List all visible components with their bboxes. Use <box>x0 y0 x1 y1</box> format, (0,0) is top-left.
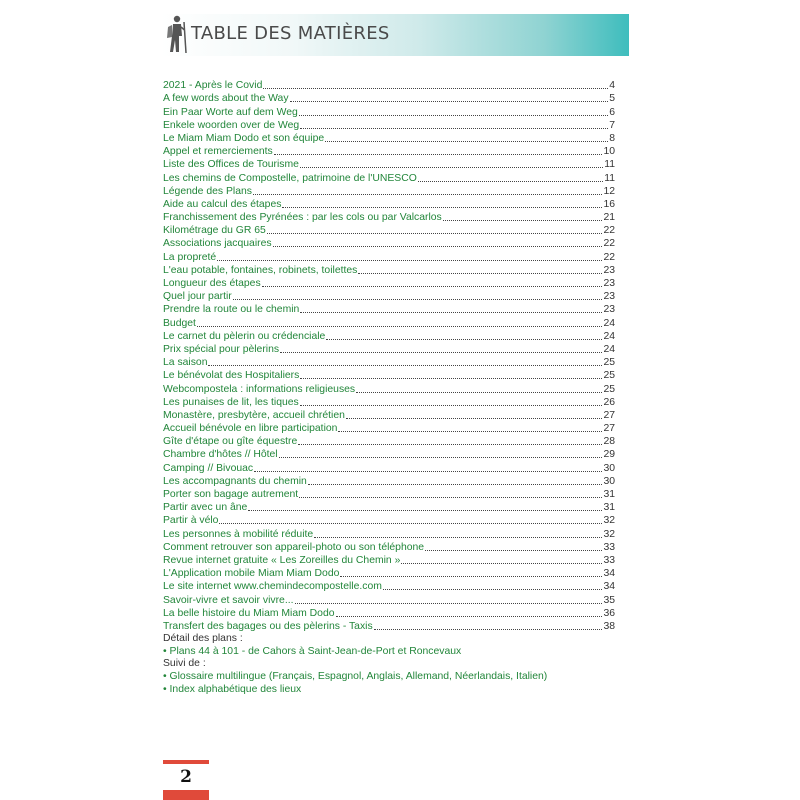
toc-entry[interactable] <box>163 330 615 343</box>
dot-leader <box>197 325 603 327</box>
suivi-item: • Glossaire multilingue (Français, Espagnol, Anglais, Allemand, Néerlandais, Italien) <box>163 671 548 683</box>
footer-bar-top <box>163 760 209 764</box>
toc-entry-page: 27 <box>603 423 615 435</box>
toc-entry-title: L'Application mobile Miam Miam Dodo <box>163 568 340 580</box>
toc-entry-title: Le Miam Miam Dodo et son équipe <box>163 132 325 144</box>
toc-entry-page: 16 <box>603 198 615 210</box>
toc-entry[interactable] <box>163 448 615 461</box>
toc-entry-page: 32 <box>603 528 615 540</box>
toc-entry-page: 25 <box>603 383 615 395</box>
dot-leader <box>300 377 602 379</box>
toc-header <box>161 14 629 56</box>
dot-leader <box>254 470 602 472</box>
toc-entry[interactable] <box>163 185 615 198</box>
dot-leader <box>219 522 602 524</box>
toc-entry[interactable] <box>163 369 615 382</box>
toc-entry-title: Le site internet www.chemindecompostelle.com <box>163 581 382 593</box>
detail-item: • Plans 44 à 101 - de Cahors à Saint-Jean-de-Port et Roncevaux <box>163 645 462 657</box>
toc-list <box>163 79 615 633</box>
dot-leader <box>374 628 603 630</box>
detail-heading: Détail des plans : <box>163 632 243 644</box>
dot-leader <box>208 364 602 366</box>
dot-leader <box>356 391 602 393</box>
toc-entry-page: 32 <box>603 515 615 527</box>
dot-leader <box>383 588 603 590</box>
dot-leader <box>262 285 603 287</box>
toc-entry[interactable] <box>163 105 615 118</box>
toc-entry-title: Prendre la route ou le chemin <box>163 304 300 316</box>
toc-entry-page: 7 <box>609 119 615 131</box>
toc-entry-title: A few words about the Way <box>163 93 289 105</box>
toc-entry-page: 31 <box>603 502 615 514</box>
dot-leader <box>300 127 608 129</box>
toc-entry-page: 23 <box>603 291 615 303</box>
toc-entry-title: Gîte d'étape ou gîte équestre <box>163 436 298 448</box>
toc-entry-title: Liste des Offices de Tourisme <box>163 159 299 171</box>
toc-entry-title: Associations jacquaires <box>163 238 272 250</box>
toc-entry-page: 23 <box>603 304 615 316</box>
toc-entry[interactable] <box>163 92 615 105</box>
toc-entry[interactable] <box>163 119 615 132</box>
toc-entry[interactable] <box>163 488 615 501</box>
toc-entry-page: 8 <box>609 132 615 144</box>
toc-entry-title: La propreté <box>163 251 217 263</box>
toc-entry[interactable] <box>163 554 615 567</box>
toc-entry-title: Chambre d'hôtes // Hôtel <box>163 449 278 461</box>
toc-entry-title: Ein Paar Worte auf dem Weg <box>163 106 298 118</box>
dot-leader <box>325 140 608 142</box>
page-footer <box>163 760 209 800</box>
toc-entry-title: Prix spécial pour pèlerins <box>163 343 280 355</box>
hiker-icon <box>163 14 189 54</box>
dot-leader <box>273 245 603 247</box>
toc-entry-page: 29 <box>603 449 615 461</box>
dot-leader <box>217 259 602 261</box>
toc-entry-page: 22 <box>603 238 615 250</box>
toc-entry-title: Le bénévolat des Hospitaliers <box>163 370 300 382</box>
toc-entry-page: 23 <box>603 264 615 276</box>
toc-entry-page: 33 <box>603 541 615 553</box>
toc-entry-title: Les personnes à mobilité réduite <box>163 528 314 540</box>
page-title: TABLE DES MATIÈRES <box>191 23 390 44</box>
page-number: 2 <box>180 767 192 787</box>
toc-entry-title: Savoir-vivre et savoir vivre... <box>163 594 294 606</box>
toc-entry[interactable] <box>163 567 615 580</box>
toc-entry-title: Revue internet gratuite « Les Zoreilles du Chemin » <box>163 554 401 566</box>
dot-leader <box>279 456 603 458</box>
toc-entry-page: 25 <box>603 357 615 369</box>
toc-entry[interactable] <box>163 580 615 593</box>
toc-entry-page: 22 <box>603 225 615 237</box>
toc-entry-page: 26 <box>603 396 615 408</box>
dot-leader <box>401 562 602 564</box>
toc-entry-page: 12 <box>603 185 615 197</box>
dot-leader <box>299 114 608 116</box>
toc-entry-page: 21 <box>603 212 615 224</box>
toc-entry-page: 27 <box>603 409 615 421</box>
dot-leader <box>326 338 602 340</box>
toc-entry[interactable] <box>163 501 615 514</box>
toc-entry-page: 5 <box>609 93 615 105</box>
toc-entry[interactable] <box>163 461 615 474</box>
toc-entry-title: Monastère, presbytère, accueil chrétien <box>163 409 345 421</box>
toc-entry[interactable] <box>163 343 615 356</box>
toc-entry[interactable] <box>163 303 615 316</box>
toc-entry-title: Franchissement des Pyrénées : par les cols ou par Valcarlos <box>163 212 442 224</box>
toc-entry[interactable] <box>163 382 615 395</box>
dot-leader <box>280 351 602 353</box>
toc-entry-page: 11 <box>604 159 615 171</box>
toc-entry-page: 11 <box>604 172 615 184</box>
toc-entry-page: 6 <box>609 106 615 118</box>
toc-entry-page: 24 <box>603 317 615 329</box>
dot-leader <box>300 166 603 168</box>
toc-entry-title: Transfert des bagages ou des pèlerins - Taxis <box>163 620 373 632</box>
toc-entry-page: 30 <box>603 475 615 487</box>
toc-entry-page: 10 <box>603 146 615 158</box>
suivi-heading: Suivi de : <box>163 658 206 670</box>
toc-entry-title: Partir avec un âne <box>163 502 248 514</box>
toc-entry[interactable] <box>163 158 615 171</box>
dot-leader <box>300 404 603 406</box>
toc-entry-title: Accueil bénévole en libre participation <box>163 423 338 435</box>
dot-leader <box>336 615 603 617</box>
toc-entry[interactable] <box>163 79 615 92</box>
toc-entry-title: Enkele woorden over de Weg <box>163 119 300 131</box>
toc-entry[interactable] <box>163 356 615 369</box>
toc-entry-title: La belle histoire du Miam Miam Dodo <box>163 607 335 619</box>
dot-leader <box>300 311 602 313</box>
dot-leader <box>418 180 603 182</box>
suivi-item: • Index alphabétique des lieux <box>163 684 302 696</box>
toc-entry-title: La saison <box>163 357 208 369</box>
toc-entry[interactable] <box>163 607 615 620</box>
toc-entry-page: 38 <box>603 620 615 632</box>
toc-entry-title: Budget <box>163 317 196 329</box>
dot-leader <box>298 443 602 445</box>
toc-entry-page: 28 <box>603 436 615 448</box>
toc-entry[interactable] <box>163 316 615 329</box>
toc-entry-title: Longueur des étapes <box>163 278 261 289</box>
toc-entry[interactable] <box>163 290 615 303</box>
toc-entry[interactable] <box>163 224 615 237</box>
toc-entry[interactable] <box>163 250 615 263</box>
toc-entry[interactable] <box>163 132 615 145</box>
toc-entry-title: Camping // Bivouac <box>163 462 254 474</box>
toc-entry-title: Les accompagnants du chemin <box>163 475 307 487</box>
toc-entry[interactable] <box>163 593 615 606</box>
toc-entry-title: Kilométrage du GR 65 <box>163 225 266 237</box>
toc-entry[interactable] <box>163 541 615 554</box>
toc-entry[interactable] <box>163 435 615 448</box>
toc-entry-page: 36 <box>603 607 615 619</box>
toc-entry-page: 24 <box>603 330 615 342</box>
toc-entry[interactable] <box>163 475 615 488</box>
toc-entry-title: Aide au calcul des étapes <box>163 198 282 210</box>
toc-entry-page: 25 <box>603 370 615 382</box>
toc-entry-page: 30 <box>603 462 615 474</box>
toc-entry-page: 24 <box>603 343 615 355</box>
toc-entry[interactable] <box>163 422 615 435</box>
toc-entry[interactable] <box>163 211 615 224</box>
toc-entry-title: Le carnet du pèlerin ou crédenciale <box>163 330 326 342</box>
toc-entry[interactable] <box>163 237 615 250</box>
toc-entry-title: Comment retrouver son appareil-photo ou son téléphone <box>163 541 425 553</box>
toc-entry[interactable] <box>163 264 615 277</box>
dot-leader <box>274 153 603 155</box>
dot-leader <box>267 232 603 234</box>
toc-entry-title: Quel jour partir <box>163 291 232 303</box>
toc-entry[interactable] <box>163 277 615 290</box>
dot-leader <box>346 417 603 419</box>
dot-leader <box>338 430 602 432</box>
toc-entry-page: 4 <box>609 80 615 92</box>
toc-entry[interactable] <box>163 198 615 211</box>
toc-entry-page: 34 <box>603 581 615 593</box>
table-of-contents <box>163 79 615 697</box>
toc-entry-title: Porter son bagage autrement <box>163 489 299 500</box>
toc-entry-title: L'eau potable, fontaines, robinets, toilettes <box>163 264 358 276</box>
dot-leader <box>263 87 608 89</box>
toc-entry-page: 22 <box>603 251 615 263</box>
dot-leader <box>290 100 609 102</box>
toc-entry[interactable] <box>163 409 615 422</box>
toc-entry-title: Les chemins de Compostelle, patrimoine de l'UNESCO <box>163 172 417 184</box>
dot-leader <box>340 575 602 577</box>
toc-entry-title: Partir à vélo <box>163 515 219 527</box>
toc-entry-page: 34 <box>603 568 615 580</box>
toc-entry[interactable] <box>163 396 615 409</box>
dot-leader <box>314 536 602 538</box>
toc-entry-page: 31 <box>603 489 615 500</box>
toc-entry[interactable] <box>163 527 615 540</box>
toc-entry[interactable] <box>163 514 615 527</box>
dot-leader <box>295 602 603 604</box>
dot-leader <box>248 509 602 511</box>
toc-entry[interactable] <box>163 171 615 184</box>
dot-leader <box>358 272 602 274</box>
toc-entry-page: 33 <box>603 554 615 566</box>
dot-leader <box>425 549 602 551</box>
dot-leader <box>282 206 602 208</box>
toc-entry-page: 23 <box>603 278 615 289</box>
toc-entry-title: Appel et remerciements <box>163 146 273 158</box>
toc-entry-title: Légende des Plans <box>163 185 252 197</box>
toc-entry[interactable] <box>163 620 615 633</box>
toc-entry-title: Webcompostela : informations religieuses <box>163 383 356 395</box>
dot-leader <box>299 496 602 498</box>
dot-leader <box>233 298 603 300</box>
footer-bar-bottom <box>163 790 209 800</box>
dot-leader <box>308 483 603 485</box>
dot-leader <box>253 193 602 195</box>
dot-leader <box>443 219 603 221</box>
toc-entry[interactable] <box>163 145 615 158</box>
toc-entry-page: 35 <box>603 594 615 606</box>
toc-entry-title: 2021 - Après le Covid <box>163 80 263 92</box>
toc-entry-title: Les punaises de lit, les tiques <box>163 396 299 408</box>
